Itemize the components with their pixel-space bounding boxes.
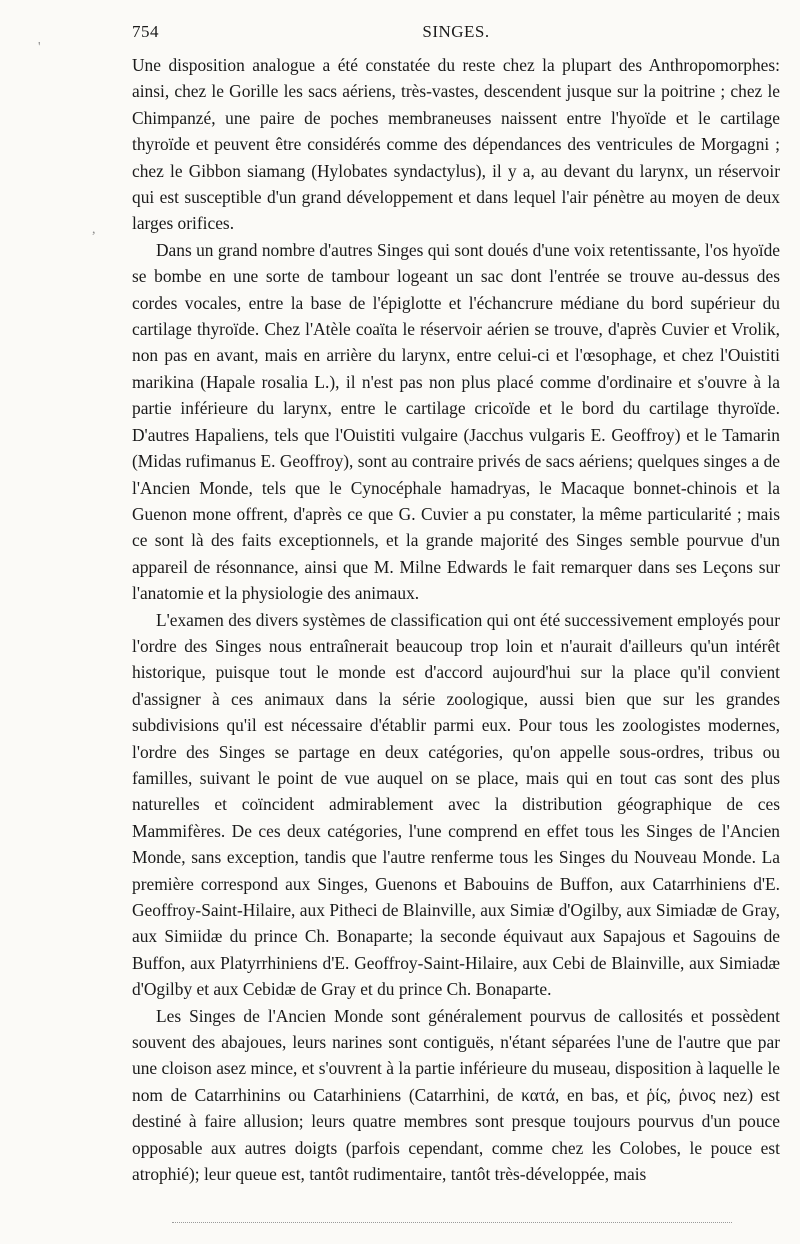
bottom-dotted-rule bbox=[172, 1222, 732, 1223]
running-title: SINGES. bbox=[422, 22, 490, 41]
running-head bbox=[132, 22, 780, 46]
page bbox=[132, 22, 780, 1187]
paragraph: Une disposition analogue a été constatée du reste chez la plupart des Anthropomorphes: ainsi, chez le Gorille les sacs aériens, très-vastes, descendent jusque sur la poitrine ; chez le Chimpanzé, une paire de poches membraneuses naissent entre l'hyoïde et le cartilage thyroïde et peuvent être considérés comme des dépendances des ventricules de Morgagni ; chez le Gibbon siamang (Hylobates syndactylus), il y a, au devant du larynx, un réservoir qui est susceptible d'un grand développement et dans lequel l'air pénètre au moyen de deux larges orifices. bbox=[132, 55, 780, 234]
margin-mark: ' bbox=[38, 40, 41, 55]
paragraph: Dans un grand nombre d'autres Singes qui sont doués d'une voix retentissante, l'os hyoïde se bombe en une sorte de tambour logeant un sac dont l'entrée se trouve au-dessus des cordes vocales, entre la base de l'épiglotte et l'échancrure médiane du bord supérieur du cartilage thyroïde. Chez l'Atèle coaïta le réservoir aérien se trouve, d'après Cuvier et Vrolik, non pas en avant, mais en arrière du larynx, entre celui-ci et l'œsophage, et chez l'Ouistiti marikina (Hapale rosalia L.), il n'est pas non plus placé comme d'ordinaire et s'ouvre à la partie inférieure du larynx, entre le cartilage cricoïde et le bord du cartilage thyroïde. D'autres Hapaliens, tels que l'Ouistiti vulgaire (Jacchus vulgaris E. Geoffroy) et le Tamarin (Midas rufimanus E. Geoffroy), sont au contraire privés de sacs aériens; quelques singes a de l'Ancien Monde, tels que le Cynocéphale hamadryas, le Macaque bonnet-chinois et la Guenon mone offrent, d'après ce que G. Cuvier a pu constater, la même particularité ; mais ce sont là des faits exceptionnels, et la grande majorité des Singes semble pourvue d'un appareil de résonnance, ainsi que M. Milne Edwards le fait remarquer dans ses Leçons sur l'anatomie et la physiologie des animaux. bbox=[132, 239, 780, 604]
body-text bbox=[132, 52, 780, 1187]
page-number: 754 bbox=[132, 22, 159, 41]
margin-mark: , bbox=[92, 222, 96, 237]
paragraph: Les Singes de l'Ancien Monde sont généralement pourvus de callosités et possèdent souvent des abajoues, leurs narines sont contiguës, n'étant séparées l'une de l'autre que par une cloison asez mince, et s'ouvrent à la partie inférieure du museau, disposition à laquelle le nom de Catarrhinins ou Catarhiniens (Catarrhini, de κατά, en bas, et ῥίς, ῥινος nez) est destiné à faire allusion; leurs quatre membres sont presque toujours pourvus d'un pouce opposable aux autres doigts (parfois cependant, comme chez les Colobes, le pouce est atrophié); leur queue est, tantôt rudimentaire, tantôt très-développée, mais bbox=[132, 1005, 780, 1185]
paragraph: L'examen des divers systèmes de classification qui ont été successivement employés pour l'ordre des Singes nous entraînerait beaucoup trop loin et n'aurait d'ailleurs qu'un intérêt historique, puisque tout le monde est d'accord aujourd'hui sur la place qu'il convient d'assigner à ces animaux dans la série zoologique, aussi bien que sur les grandes subdivisions qu'il est nécessaire d'établir parmi eux. Pour tous les zoologistes modernes, l'ordre des Singes se partage en deux catégories, qu'on appelle sous-ordres, tribus ou familles, suivant le point de vue auquel on se place, mais qui en tout cas sont des plus naturelles et coïncident admirablement avec la distribution géographique de ces Mammifères. De ces deux catégories, l'une comprend en effet tous les Singes de l'Ancien Monde, sans exception, tandis que l'autre renferme tous les Singes du Nouveau Monde. La première correspond aux Singes, Guenons et Babouins de Buffon, aux Catarrhiniens d'E. Geoffroy-Saint-Hilaire, aux Pitheci de Blainville, aux Simiæ d'Ogilby, aux Simiadæ de Gray, aux Simiidæ du prince Ch. Bonaparte; la seconde équivaut aux Sapajous et Sagouins de Buffon, aux Platyrrhiniens d'E. Geoffroy-Saint-Hilaire, aux Cebi de Blainville, aux Simiadæ d'Ogilby et aux Cebidæ de Gray et du prince Ch. Bonaparte. bbox=[132, 609, 780, 1000]
